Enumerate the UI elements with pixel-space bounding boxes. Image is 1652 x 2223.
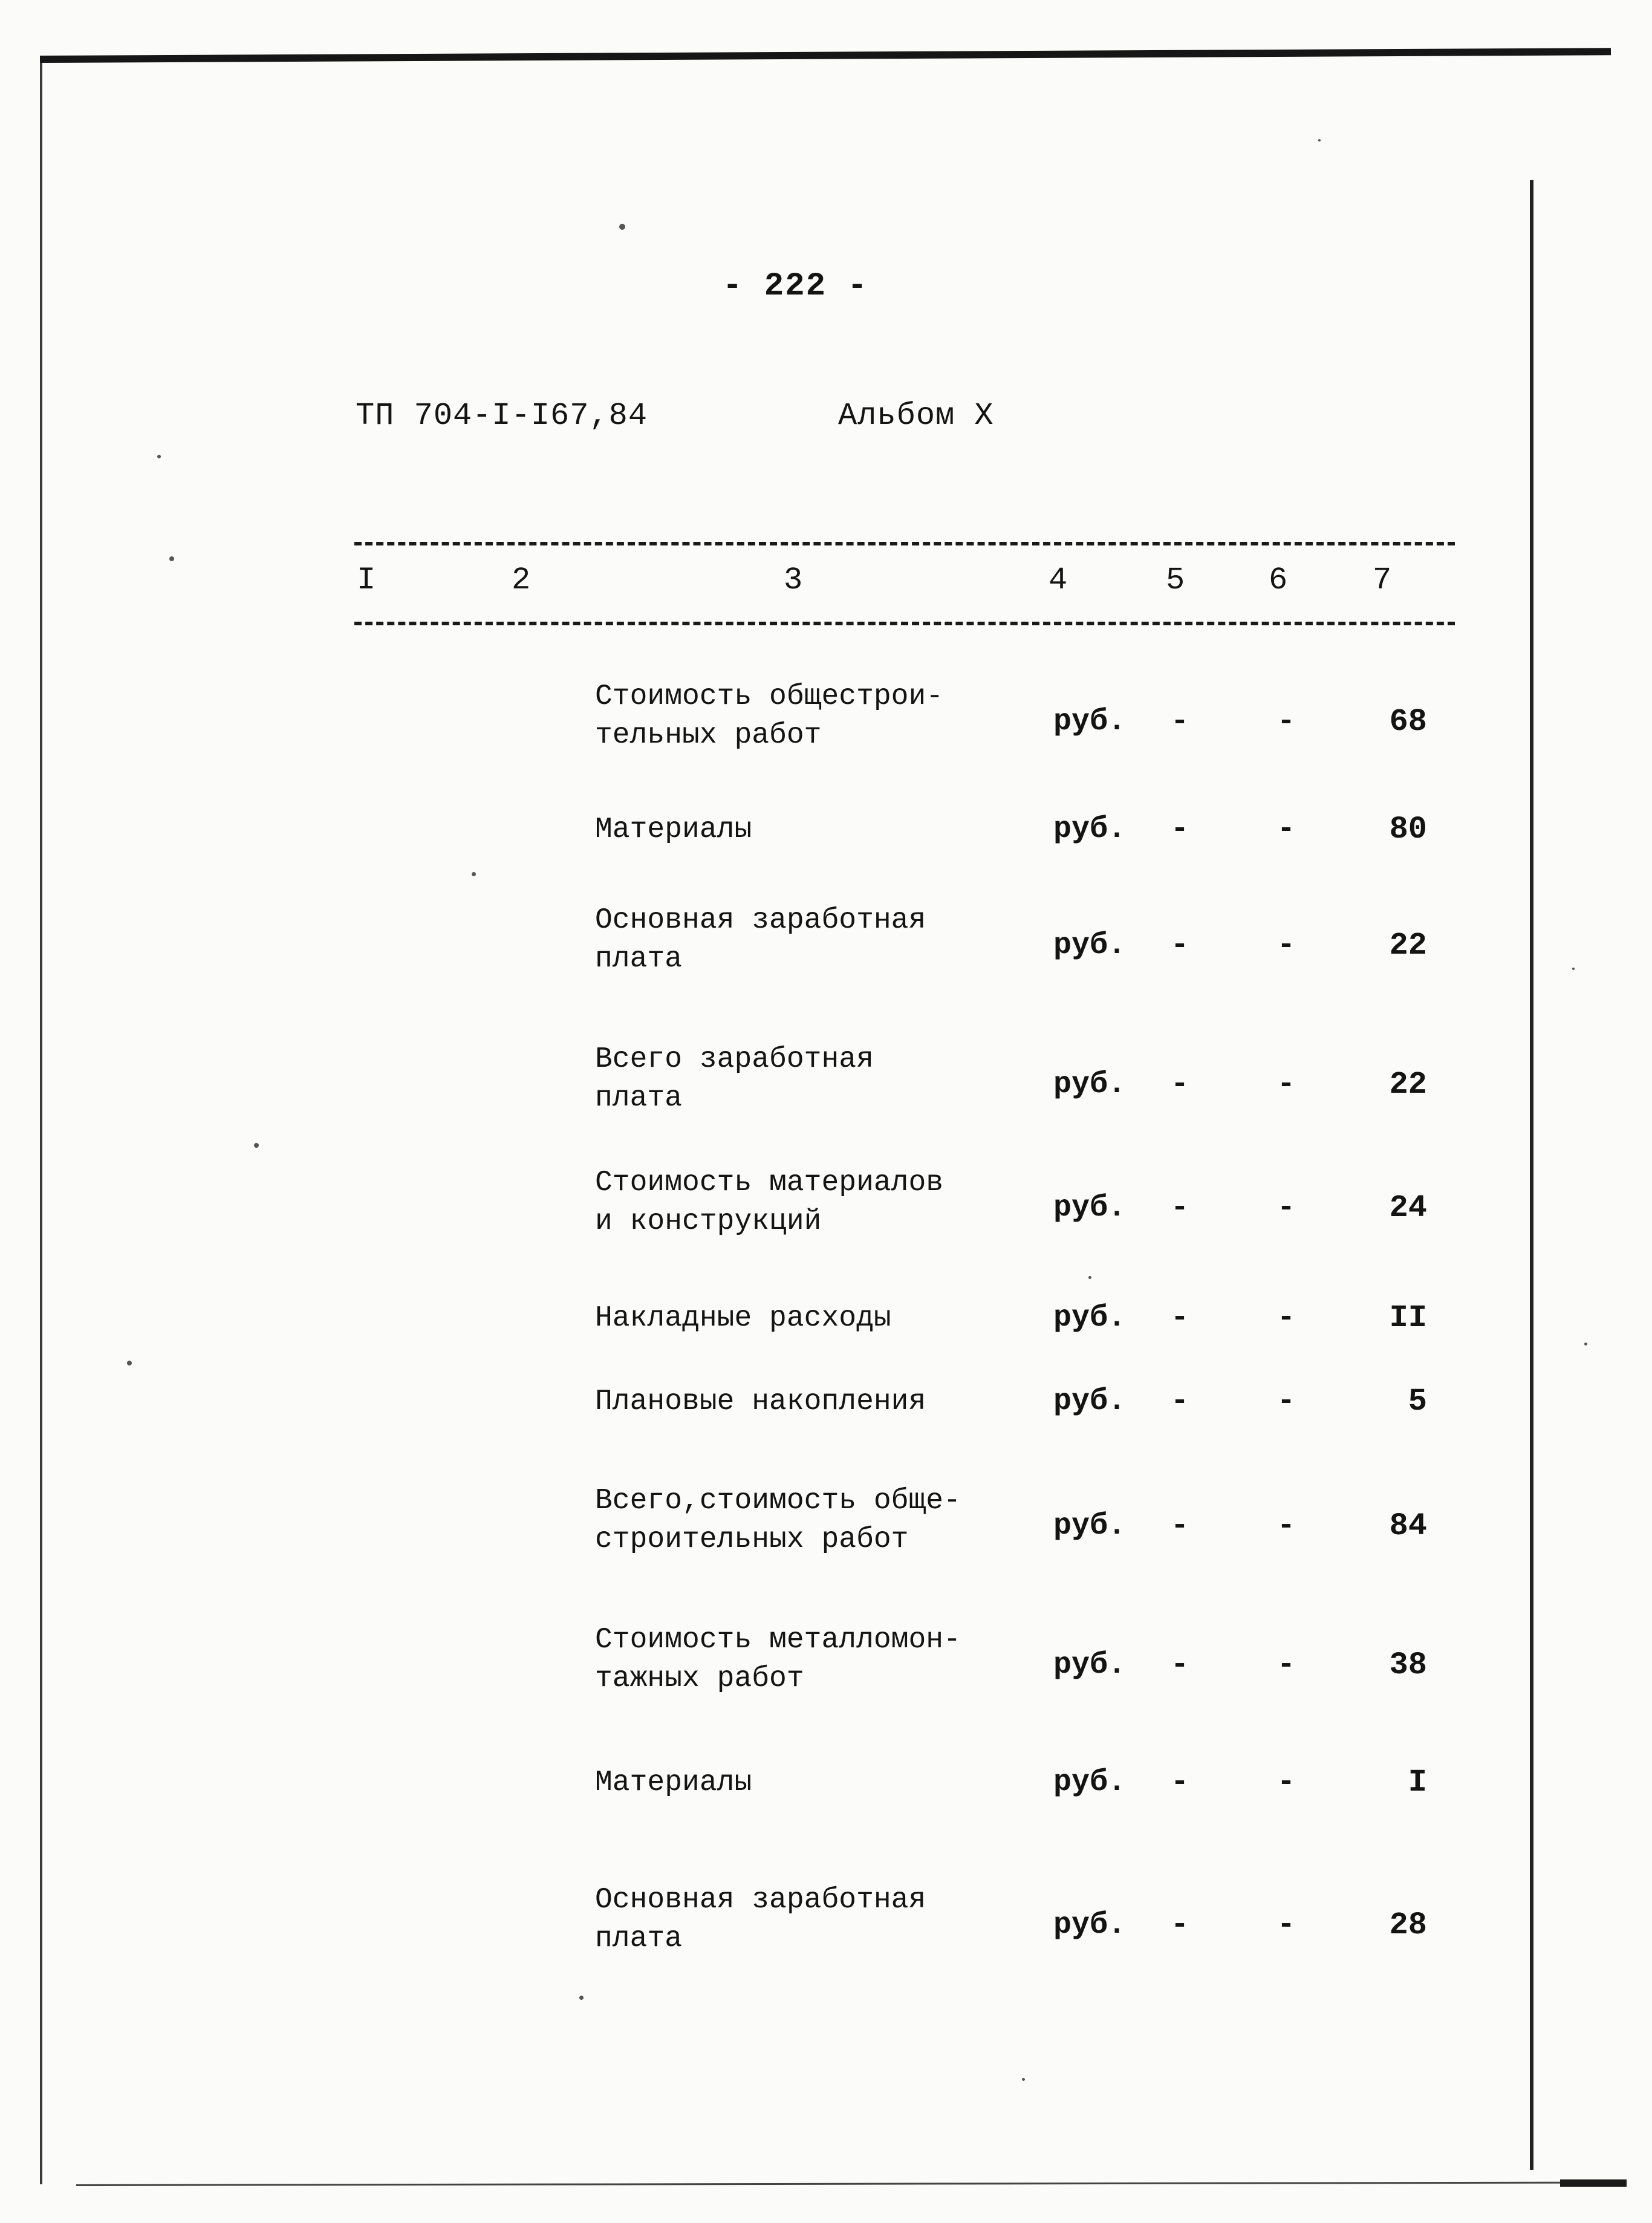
page-bottom-border — [76, 2182, 1627, 2186]
row-col6: - — [1277, 1648, 1296, 1682]
album-label: Альбом X — [838, 398, 994, 434]
scan-speck — [579, 1996, 584, 2000]
scan-speck — [1088, 1276, 1091, 1279]
column-header-2: 2 — [512, 562, 531, 598]
scan-speck — [127, 1361, 132, 1365]
row-value: 80 — [1389, 812, 1427, 847]
row-col5: - — [1171, 812, 1189, 847]
row-value: 24 — [1389, 1190, 1427, 1226]
column-header-6: 6 — [1269, 562, 1288, 598]
row-name: Стоимость материалов и конструкций — [595, 1167, 944, 1238]
row-name: Всего заработная плата — [595, 1043, 874, 1115]
scan-speck — [1572, 968, 1575, 970]
row-col5: - — [1171, 1384, 1189, 1419]
column-header-5: 5 — [1166, 562, 1185, 598]
row-name: Материалы — [595, 813, 752, 846]
row-unit: руб. — [1053, 1509, 1127, 1543]
row-value: 84 — [1389, 1508, 1427, 1544]
row-value: 28 — [1389, 1907, 1427, 1943]
column-header-7: 7 — [1373, 562, 1392, 598]
row-name: Накладные расходы — [595, 1302, 891, 1335]
row-col6: - — [1277, 1509, 1296, 1543]
row-unit: руб. — [1053, 1384, 1127, 1419]
row-col6: - — [1277, 1191, 1296, 1225]
row-name: Стоимость общестрои- тельных работ — [595, 680, 944, 752]
page-number: - 222 - — [723, 268, 868, 305]
row-col6: - — [1277, 1067, 1296, 1102]
row-col6: - — [1277, 1765, 1296, 1800]
row-name: Основная заработная плата — [595, 1884, 926, 1955]
row-name: Плановые накопления — [595, 1385, 926, 1418]
row-unit: руб. — [1053, 928, 1127, 963]
row-name: Материалы — [595, 1766, 752, 1799]
scan-speck — [157, 455, 161, 458]
row-unit: руб. — [1053, 812, 1127, 847]
row-unit: руб. — [1053, 1648, 1127, 1682]
row-name: Всего,стоимость обще- строительных работ — [595, 1485, 961, 1556]
row-col5: - — [1171, 1067, 1189, 1102]
row-value: 5 — [1408, 1384, 1427, 1419]
row-unit: руб. — [1053, 1908, 1127, 1942]
row-unit: руб. — [1053, 1301, 1127, 1335]
page-right-border — [1530, 180, 1533, 2170]
scan-speck — [472, 872, 476, 876]
row-col6: - — [1277, 812, 1296, 847]
row-unit: руб. — [1053, 1191, 1127, 1225]
row-unit: руб. — [1053, 1765, 1127, 1800]
row-value: 22 — [1389, 928, 1427, 963]
row-col5: - — [1171, 1509, 1189, 1543]
row-unit: руб. — [1053, 705, 1127, 739]
column-header-4: 4 — [1049, 562, 1068, 598]
row-col5: - — [1171, 1765, 1189, 1800]
row-col5: - — [1171, 1908, 1189, 1942]
table-header-top-rule — [354, 542, 1455, 545]
table-header-bottom-rule — [354, 622, 1455, 625]
column-header-1: I — [357, 562, 376, 598]
scan-speck — [619, 224, 625, 230]
row-unit: руб. — [1053, 1067, 1127, 1102]
page-left-border — [40, 63, 42, 2184]
row-col6: - — [1277, 1301, 1296, 1335]
row-value: I — [1408, 1765, 1427, 1800]
row-value: 68 — [1389, 704, 1427, 740]
row-col6: - — [1277, 1908, 1296, 1942]
scan-speck — [254, 1143, 259, 1148]
row-name: Основная заработная плата — [595, 904, 926, 975]
scan-speck — [1318, 139, 1321, 142]
row-col6: - — [1277, 1384, 1296, 1419]
row-col5: - — [1171, 1191, 1189, 1225]
row-col5: - — [1171, 928, 1189, 963]
row-col5: - — [1171, 1648, 1189, 1682]
row-col6: - — [1277, 928, 1296, 963]
page-bottom-corner-mark — [1560, 2179, 1627, 2187]
row-col6: - — [1277, 705, 1296, 739]
page-top-border — [40, 48, 1611, 63]
row-value: II — [1389, 1300, 1427, 1336]
row-name: Стоимость металломон- тажных работ — [595, 1624, 961, 1695]
scan-speck — [1022, 2078, 1025, 2081]
row-col5: - — [1171, 1301, 1189, 1335]
row-value: 22 — [1389, 1067, 1427, 1102]
row-col5: - — [1171, 705, 1189, 739]
column-header-3: 3 — [784, 562, 803, 598]
scan-speck — [1584, 1343, 1587, 1346]
scan-speck — [169, 556, 174, 561]
document-code: ТП 704-I-I67,84 — [356, 398, 648, 434]
row-value: 38 — [1389, 1647, 1427, 1683]
